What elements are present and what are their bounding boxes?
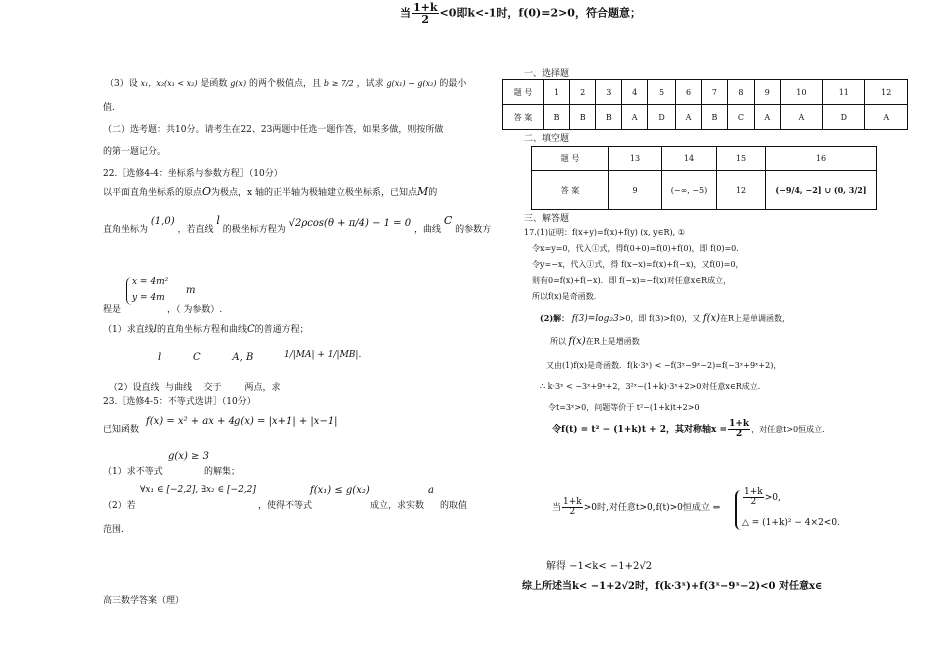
- s17-line2: 令x=y=0，代入①式，得f(0+0)=f(0)+f(0)，即 f(0)=0.: [532, 244, 739, 253]
- q22-line3a: 程是: [103, 305, 122, 315]
- q22-line2: [103, 214, 492, 235]
- q3-fn: g(x): [230, 79, 247, 88]
- q22-p1-c: 的普通方程；: [254, 325, 309, 335]
- s17-line3: 令y=−x，代入①式，得 f(x−x)=f(x)+f(−x)，又f(0)=0，: [532, 260, 744, 269]
- q3-cond: b ≥ 7/2: [323, 79, 354, 88]
- multiple-choice-table: [502, 79, 908, 130]
- s17-l6-end: 在R上是单调函数，: [720, 314, 791, 323]
- fill-answer: (−9/4, −2] ∪ (0, 3/2]: [766, 171, 877, 210]
- s17-l12-pre: 当: [552, 503, 562, 513]
- s17-line14: 综上所述当k< −1+2√2时，f(k·3ˣ)+f(3ˣ−9ˣ−2)<0 对任意x∈: [522, 581, 823, 592]
- q22-curve-c: C: [443, 214, 453, 227]
- mc-number: 1: [544, 80, 570, 105]
- s17-sys-fraction: $\frac{1+k}{2}$: [744, 487, 763, 507]
- q22-l2-e: 的参数方: [455, 225, 492, 235]
- fill-number-header: 题 号: [532, 147, 609, 171]
- q23-p2-end: 的取值: [440, 501, 468, 511]
- q22-system-eq1: x = 4m²: [132, 277, 169, 287]
- q23-p2-line2: 范围.: [103, 525, 124, 535]
- mc-number: 6: [676, 80, 702, 105]
- s17-line8: 又由(1)f(x)是奇函数．f(k·3ˣ) < −f(3ˣ−9ˣ−2)=f(−3ˣ+9ˣ+2)，: [546, 361, 782, 370]
- q22-part2-expr: [284, 350, 361, 360]
- q23-l1-text: 已知函数: [103, 425, 140, 435]
- s17-line10: 令t=3ˣ>0，问题等价于 t²−(1+k)t+2>0: [548, 403, 700, 412]
- mc-answer: B: [544, 105, 570, 130]
- mc-answer: B: [570, 105, 596, 130]
- q22-p2-expression: 1/|MA| + 1/|MB|: [284, 350, 359, 360]
- q23-title: 23.［选修4-5：不等式选讲］（10分）: [103, 397, 256, 407]
- fill-blank-table: [531, 146, 877, 210]
- q22-p2-text: （2）设直线 与曲线 交于 两点，求: [108, 383, 281, 393]
- q3-text-4: ，试求: [356, 79, 384, 89]
- mc-number: 10: [780, 80, 822, 105]
- q23-p2-ineq: f(x₁) ≤ g(x₂): [310, 485, 370, 496]
- q22-l2-b: ，若直线: [177, 225, 214, 235]
- s17-line9: ∴ k·3ˣ < −3ˣ+9ˣ+2，3²ˣ−(1+k)·3ˣ+2>0对任意x∈R成立.: [540, 382, 761, 391]
- q22-text-c: 的: [428, 188, 438, 198]
- elective-intro: （二）选考题：共10分。请考生在22、23两题中任选一题作答，如果多做，则按所做: [103, 125, 444, 135]
- q22-text-a: 以平面直角坐标系的原点: [103, 188, 203, 198]
- q22-line1: [103, 185, 437, 198]
- q3-vars: x₁，x₂(x₁ < x₂): [140, 79, 198, 88]
- q3-expr: g(x₁) − g(x₂): [386, 79, 437, 88]
- q22-text-b: 为极点，x 轴的正半轴为极轴建立极坐标系，已知点: [211, 188, 417, 198]
- q22-p1-curve: C: [246, 324, 255, 335]
- mc-number: 5: [648, 80, 676, 105]
- q3-text-5: 的最小: [439, 79, 467, 89]
- s17-l6-eq: f(3)=log₂3: [571, 314, 619, 324]
- fill-answer: (−∞, −5): [662, 171, 717, 210]
- q23-p1-ineq: g(x) ≥ 3: [168, 451, 209, 462]
- q22-l2-d: ，曲线: [413, 225, 441, 235]
- s17-line7: [550, 336, 640, 347]
- s17-line1: 17.(1)证明：f(x+y)=f(x)+f(y) (x, y∈R), ①: [524, 228, 685, 237]
- q22-line-l: l: [216, 214, 220, 227]
- mc-answer: A: [780, 105, 822, 130]
- section-choice-title: 一、选择题: [524, 69, 570, 79]
- fill-number: 15: [717, 147, 766, 171]
- mc-answer: B: [596, 105, 622, 130]
- q22-point-m: M: [417, 185, 429, 198]
- q23-g: g(x) = |x+1| + |x−1|: [234, 416, 338, 427]
- q3-line2: 值.: [103, 103, 115, 113]
- mc-answer: C: [727, 105, 754, 130]
- fill-answer: 9: [609, 171, 662, 210]
- s17-line4: 则有0=f(x)+f(−x)．即 f(−x)=−f(x)对任意x∈R成立，: [532, 276, 732, 285]
- q22-polar-equation: √2ρcos(θ + π/4) − 1 = 0: [288, 218, 412, 229]
- mc-answer: A: [754, 105, 780, 130]
- mc-number: 11: [823, 80, 865, 105]
- mc-number: 3: [596, 80, 622, 105]
- top-line-post: <0即k<-1时，f(0)=2>0，符合题意；: [439, 6, 641, 20]
- mc-answer: A: [676, 105, 702, 130]
- mc-number: 4: [622, 80, 648, 105]
- q22-p2-end: .: [358, 350, 362, 360]
- s17-l7-post: 在R上是增函数: [585, 337, 640, 346]
- section-fill-title: 二、填空题: [524, 134, 570, 144]
- q22-point-coords: (1,0): [150, 216, 175, 227]
- q23-p2-quantifier: ∀x₁ ∈ [−2,2], ∃x₂ ∈ [−2,2]: [140, 485, 256, 495]
- s17-system-eq2: △ = (1+k)² − 4×2<0.: [742, 518, 840, 528]
- fill-answer: 12: [717, 171, 766, 210]
- q23-f: f(x) = x² + ax + 4: [146, 416, 235, 427]
- q22-p1-line: l: [153, 324, 157, 335]
- page-footer: 高三数学答案（理）: [103, 596, 185, 606]
- q3-text-3: 的两个极值点，且: [249, 79, 322, 89]
- s17-l11-fraction: $\frac{1+k}{2}$: [729, 419, 750, 439]
- q23-p2-a: a: [428, 485, 434, 496]
- mc-number: 7: [701, 80, 727, 105]
- fill-number: 14: [662, 147, 717, 171]
- mc-number: 2: [570, 80, 596, 105]
- q22-p1-a: （1）求直线: [103, 325, 154, 335]
- s17-line13: 解得 −1<k< −1+2√2: [546, 561, 653, 572]
- q23-p2-mid: ，使得不等式: [258, 501, 313, 511]
- q22-l2-c: 的极坐标方程为: [222, 225, 286, 235]
- q23-p1-post: 的解集；: [204, 467, 241, 477]
- s17-l12-fraction: $\frac{1+k}{2}$: [563, 497, 582, 517]
- mc-answer: D: [648, 105, 676, 130]
- mc-answer: B: [701, 105, 727, 130]
- fill-answer-header: 答 案: [532, 171, 609, 210]
- q22-param-m: m: [186, 285, 196, 296]
- q22-part2-labels: l C A, B: [158, 352, 254, 363]
- elective-intro-2: 的第一题记分。: [103, 147, 167, 157]
- q22-part2: [103, 370, 281, 393]
- q22-part1: [103, 322, 309, 335]
- q23-p2: [103, 498, 136, 511]
- s17-l6-pre: (2)解：: [540, 313, 570, 323]
- q22-p1-b: 的直角坐标方程和曲线: [156, 325, 247, 335]
- s17-line11: [552, 420, 825, 439]
- fill-number: 13: [609, 147, 662, 171]
- s17-l12-mid: >0时,对任意t>0,f(t)>0恒成立 ⇔: [583, 503, 721, 513]
- mc-answer: D: [823, 105, 865, 130]
- q23-p2-post: 成立，求实数: [370, 501, 425, 511]
- s17-line12: [552, 498, 720, 517]
- s17-system-eq1: [742, 488, 781, 507]
- q22-line3b: ，（ 为参数）.: [167, 305, 223, 315]
- top-line-pre: 当: [400, 6, 411, 20]
- s17-l6-fx: f(x): [702, 313, 721, 324]
- q3-text-2: 是函数: [200, 79, 228, 89]
- mc-answer: A: [865, 105, 908, 130]
- q3-line1: [105, 76, 466, 89]
- q22-l2-a: 直角坐标为: [103, 225, 149, 235]
- q23-p1-pre: （1）求不等式: [103, 467, 163, 477]
- q23-p2-pre: （2）若: [103, 501, 136, 511]
- top-line: [400, 2, 641, 25]
- s17-l7-pre: 所以: [550, 337, 566, 346]
- mc-answer: A: [622, 105, 648, 130]
- q23-p1: [103, 464, 163, 477]
- s17-l7-fx: f(x): [568, 336, 586, 347]
- s17-l6-post: >0，即 f(3)>f(0)，又: [618, 314, 701, 323]
- mc-answer-header: 答 案: [503, 105, 544, 130]
- mc-number: 8: [727, 80, 754, 105]
- mc-number: 12: [865, 80, 908, 105]
- q3-text-1: （3）设: [105, 79, 138, 89]
- q23-line1: [103, 422, 139, 435]
- fill-number: 16: [766, 147, 877, 171]
- q22-title: 22.［选修4-4：坐标系与参数方程］（10分）: [103, 169, 283, 179]
- s17-line6: [540, 313, 790, 324]
- s17-line5: 所以f(x)是奇函数.: [532, 292, 597, 301]
- top-line-fraction: $\frac{1+k}{2}$: [413, 1, 438, 26]
- s17-sys1-post: >0,: [764, 493, 781, 503]
- s17-l11-pre: 令f(t) = t² − (1+k)t + 2，其对称轴x =: [552, 425, 728, 435]
- mc-number-header: 题 号: [503, 80, 544, 105]
- s17-l11-post: ，对任意t>0恒成立.: [751, 425, 825, 434]
- section-solution-title: 三、解答题: [524, 214, 570, 224]
- q22-origin: O: [202, 185, 212, 198]
- q22-system-eq2: y = 4m: [132, 293, 165, 303]
- mc-number: 9: [754, 80, 780, 105]
